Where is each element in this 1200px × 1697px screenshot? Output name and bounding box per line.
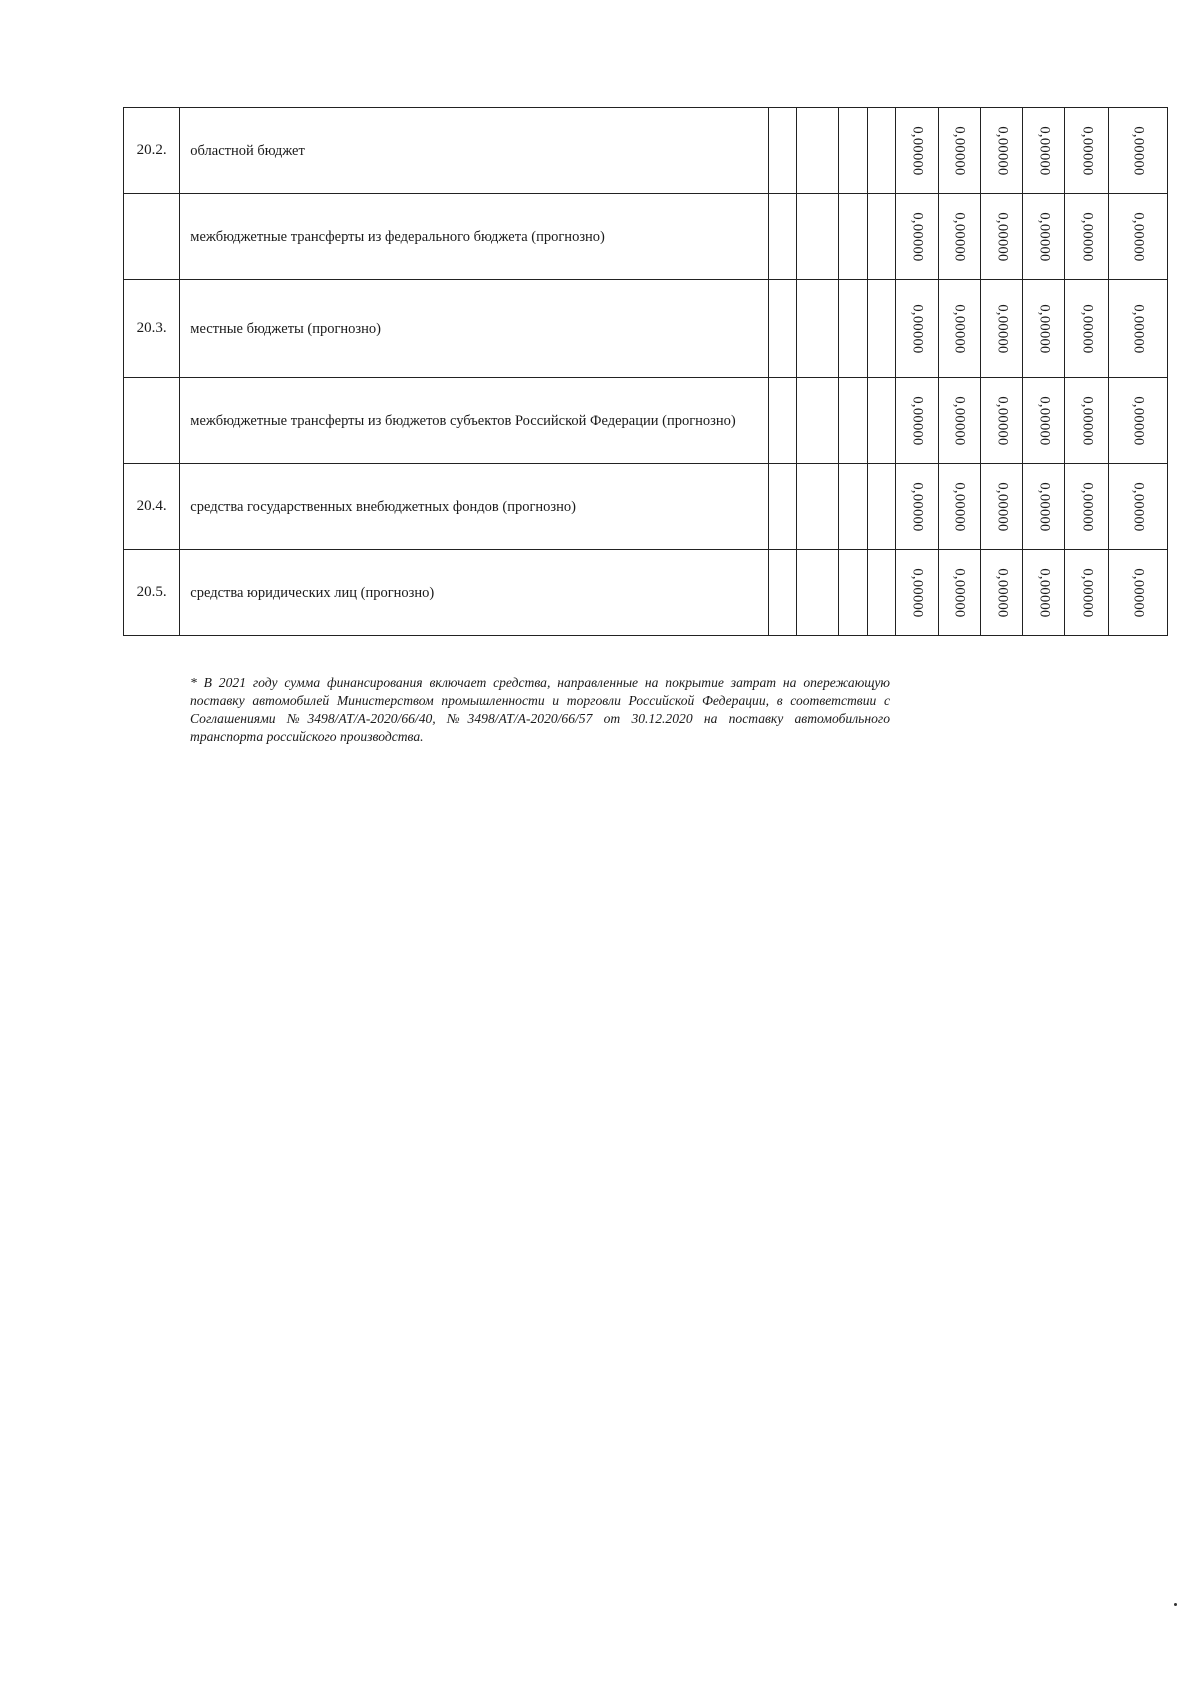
value-text: 0,00000 [951,395,968,446]
value-cell [1108,378,1167,464]
table-row [124,464,1168,550]
empty-cell [769,464,797,550]
value-cell [1108,194,1167,280]
value-text: 0,00000 [951,481,968,532]
value-cell [1108,108,1167,194]
value-text: 0,00000 [1079,303,1095,354]
value-cell [895,464,938,550]
row-label: межбюджетные трансферты из федерального бюджета (прогнозно) [180,194,769,280]
value-text: 0,00000 [951,211,968,262]
value-cell [1108,550,1167,636]
value-text: 0,00000 [1036,567,1053,618]
value-cell [981,108,1023,194]
value-text: 0,00000 [1130,395,1147,446]
empty-cell [769,280,797,378]
value-text: 0,00000 [909,567,926,618]
value-text: 0,00000 [951,125,968,176]
table-row [124,108,1168,194]
value-cell [938,378,980,464]
row-number: 20.3. [124,280,180,378]
table-row [124,550,1168,636]
empty-cell [769,108,797,194]
empty-cell [797,464,839,550]
value-cell [1065,378,1108,464]
value-cell [1065,464,1108,550]
value-cell [1023,464,1065,550]
table-row [124,280,1168,378]
value-text: 0,00000 [909,481,926,532]
value-text: 0,00000 [1130,567,1147,618]
value-text: 0,00000 [1079,567,1095,618]
value-cell [938,550,980,636]
row-label: областной бюджет [180,108,769,194]
empty-cell [839,108,867,194]
value-cell [1108,464,1167,550]
value-cell [895,194,938,280]
value-text: 0,00000 [1130,303,1147,354]
value-cell [895,378,938,464]
value-text: 0,00000 [1036,211,1053,262]
value-text: 0,00000 [1130,125,1147,176]
value-text: 0,00000 [1130,211,1147,262]
value-text: 0,00000 [909,303,926,354]
value-text: 0,00000 [994,211,1011,262]
value-cell [938,464,980,550]
footnote: * В 2021 году сумма финансирования включает средства, направленные на покрытие затрат на опережающую поставку автомобилей Министерством промышленности и торговли Российской Федерации, в соответствии с Соглашениями №3498/АТ/А-2020/66/40, №3498/АТ/А-2020/66/57 от 30.12.2020 на поставку автомобильного транспорта российского производства. [190,674,890,744]
value-cell [1065,280,1108,378]
value-cell [895,550,938,636]
value-text: 0,00000 [1036,303,1053,354]
value-cell [1023,108,1065,194]
row-number [124,194,180,280]
value-cell [1023,194,1065,280]
value-text: 0,00000 [1036,481,1053,532]
empty-cell [797,194,839,280]
empty-cell [867,280,895,378]
empty-cell [797,378,839,464]
value-text: 0,00000 [909,395,926,446]
empty-cell [867,464,895,550]
value-cell [1065,550,1108,636]
empty-cell [867,108,895,194]
value-text: 0,00000 [951,567,968,618]
value-text: 0,00000 [1036,125,1053,176]
empty-cell [769,378,797,464]
empty-cell [769,550,797,636]
value-text: 0,00000 [994,567,1011,618]
row-number [124,378,180,464]
empty-cell [769,194,797,280]
value-text: 0,00000 [1079,395,1095,446]
value-cell [981,378,1023,464]
empty-cell [839,194,867,280]
row-label: межбюджетные трансферты из бюджетов субъектов Российской Федерации (прогнозно) [180,378,769,464]
value-cell [1023,280,1065,378]
value-cell [1023,378,1065,464]
empty-cell [839,280,867,378]
empty-cell [797,108,839,194]
value-cell [981,280,1023,378]
row-label: средства юридических лиц (прогнозно) [180,550,769,636]
value-text: 0,00000 [1130,481,1147,532]
value-text: 0,00000 [994,395,1011,446]
table-row [124,194,1168,280]
financing-table [123,107,1168,636]
value-text: 0,00000 [909,211,926,262]
empty-cell [867,194,895,280]
value-cell [1065,194,1108,280]
empty-cell [839,550,867,636]
value-cell [895,108,938,194]
empty-cell [867,378,895,464]
value-cell [938,108,980,194]
value-text: 0,00000 [994,303,1011,354]
value-text: 0,00000 [994,125,1011,176]
empty-cell [797,550,839,636]
value-cell [1065,108,1108,194]
value-cell [981,464,1023,550]
value-text: 0,00000 [1079,481,1095,532]
table-row [124,378,1168,464]
scan-speck [1174,1603,1177,1606]
row-number: 20.5. [124,550,180,636]
value-cell [981,194,1023,280]
value-cell [1023,550,1065,636]
value-cell [1108,280,1167,378]
empty-cell [839,378,867,464]
empty-cell [797,280,839,378]
value-cell [938,194,980,280]
row-number: 20.2. [124,108,180,194]
row-number: 20.4. [124,464,180,550]
empty-cell [839,464,867,550]
row-label: местные бюджеты (прогнозно) [180,280,769,378]
value-text: 0,00000 [1079,125,1095,176]
value-text: 0,00000 [909,125,926,176]
value-text: 0,00000 [1036,395,1053,446]
value-text: 0,00000 [1079,211,1095,262]
empty-cell [867,550,895,636]
value-cell [981,550,1023,636]
row-label: средства государственных внебюджетных фондов (прогнозно) [180,464,769,550]
value-text: 0,00000 [951,303,968,354]
value-text: 0,00000 [994,481,1011,532]
value-cell [938,280,980,378]
value-cell [895,280,938,378]
